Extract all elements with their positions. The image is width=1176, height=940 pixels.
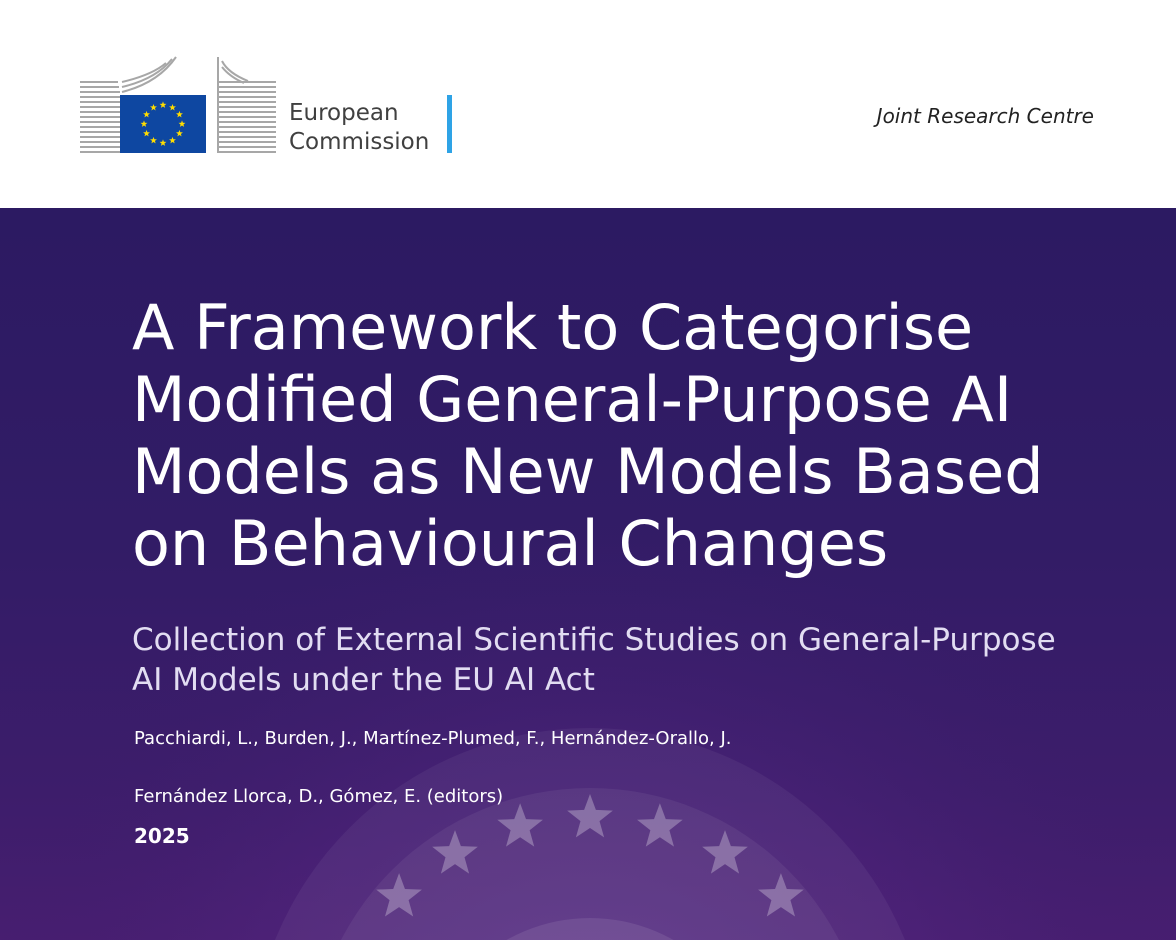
- report-title-line: A Framework to Categorise: [132, 291, 974, 364]
- report-title-line: on Behavioural Changes: [132, 507, 889, 580]
- report-subtitle-line: Collection of External Scientific Studies on General-Purpose: [132, 622, 1056, 658]
- report-title-line: Models as New Models Based: [132, 435, 1044, 508]
- logo-accent-bar: [447, 95, 452, 153]
- organisation-name-line2: Commission: [289, 129, 430, 155]
- cover-header: [0, 0, 1176, 208]
- organisation-name-line1: European: [289, 100, 399, 126]
- publication-year: 2025: [134, 824, 190, 848]
- report-subtitle-line: AI Models under the EU AI Act: [132, 662, 595, 698]
- report-title: [132, 292, 1092, 580]
- organisation-name: [289, 99, 429, 157]
- cover-panel: [0, 208, 1176, 940]
- unit-name: Joint Research Centre: [876, 104, 1094, 128]
- report-title-line: Modified General-Purpose AI: [132, 363, 1013, 436]
- report-authors: Pacchiardi, L., Burden, J., Martínez-Plumed, F., Hernández-Orallo, J.: [134, 728, 732, 749]
- report-editors: Fernández Llorca, D., Gómez, E. (editors): [134, 786, 504, 807]
- report-subtitle: [132, 620, 1056, 700]
